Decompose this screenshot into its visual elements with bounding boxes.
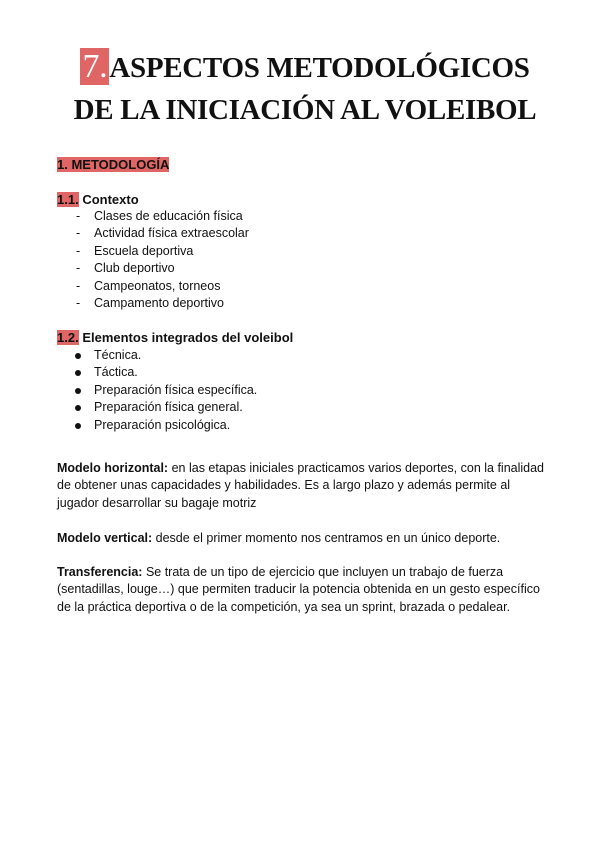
list-item: - Clases de educación física	[74, 208, 249, 225]
subsection-number: 1.2.	[57, 330, 79, 345]
section-heading-text: 1. METODOLOGÍA	[57, 157, 170, 172]
list-item: - Escuela deportiva	[74, 243, 249, 260]
definition-transferencia: Se trata de un tipo de ejercicio que incluyen un trabajo de fuerza (sentadillas, louge…) que permiten traducir la potencia obtenida en un gesto específico de la práctica deportiva o de la competición, ya sea un sprint, brazada o pedalear.	[57, 565, 540, 614]
subsection-number: 1.1.	[57, 192, 79, 207]
paragraph-transferencia	[57, 564, 547, 616]
list-item: Preparación psicológica.	[74, 417, 257, 434]
term-transferencia: Transferencia:	[57, 565, 143, 579]
title-line-2: DE LA INICIACIÓN AL VOLEIBOL	[73, 94, 537, 126]
subsection-heading-elementos	[57, 329, 293, 346]
page-title	[60, 46, 550, 131]
list-item: - Campamento deportivo	[74, 295, 249, 312]
list-item: Preparación física específica.	[74, 382, 257, 399]
subsection-label: Elementos integrados del voleibol	[82, 330, 294, 345]
subsection-label: Contexto	[82, 192, 139, 207]
list-item: Preparación física general.	[74, 399, 257, 416]
title-number: 7.	[82, 48, 108, 85]
section-heading-metodologia	[57, 156, 169, 174]
paragraph-modelo-vertical	[57, 530, 547, 547]
list-item: - Campeonatos, torneos	[74, 278, 249, 295]
contexto-list	[74, 208, 249, 312]
subsection-heading-contexto	[57, 191, 139, 208]
term-modelo-horizontal: Modelo horizontal:	[57, 461, 169, 475]
list-item: Táctica.	[74, 364, 257, 381]
definition-modelo-vertical: desde el primer momento nos centramos en un único deporte.	[152, 531, 501, 545]
paragraph-modelo-horizontal	[57, 460, 547, 512]
term-modelo-vertical: Modelo vertical:	[57, 531, 153, 545]
title-line-1: ASPECTOS METODOLÓGICOS	[109, 52, 530, 84]
list-item: - Actividad física extraescolar	[74, 225, 249, 242]
elementos-list	[74, 347, 257, 434]
definition-modelo-horizontal: en las etapas iniciales practicamos varios deportes, con la finalidad de obtener unas capacidades y habilidades. Es a largo plazo y además permite al jugador desarrollar su bagaje motriz	[57, 461, 545, 510]
list-item: Técnica.	[74, 347, 257, 364]
list-item: - Club deportivo	[74, 260, 249, 277]
